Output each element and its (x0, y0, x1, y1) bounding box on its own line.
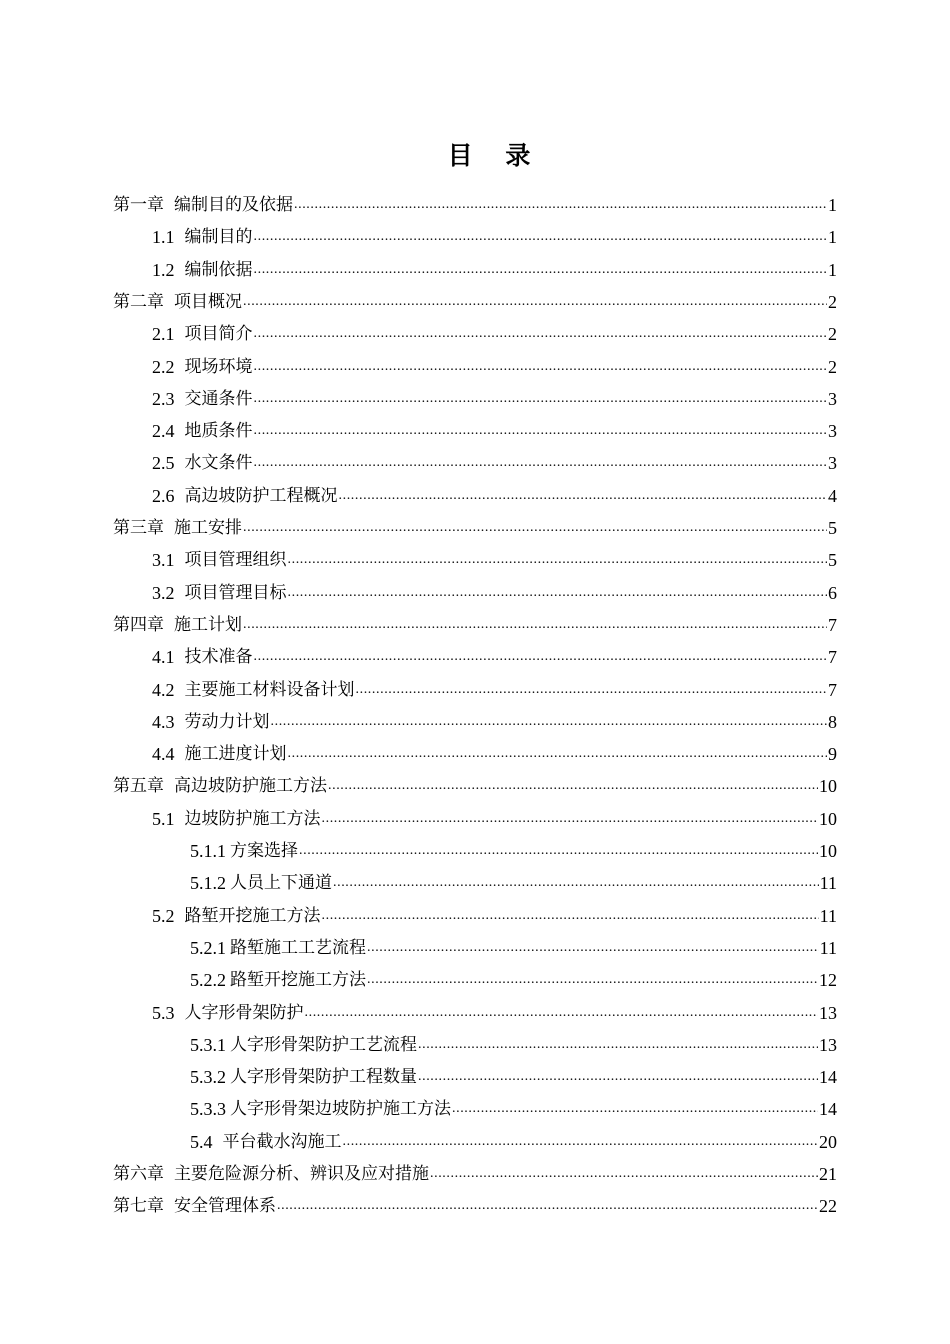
toc-entry-title: 高边坡防护工程概况 (184, 485, 338, 506)
toc-entry[interactable] (190, 1056, 837, 1088)
toc-entry[interactable] (152, 572, 837, 604)
dot-leader (322, 905, 819, 927)
toc-entry-title: 路堑开挖施工方法 (230, 970, 366, 991)
dot-leader (254, 388, 828, 410)
toc-entry[interactable] (190, 862, 837, 894)
toc-entry[interactable] (152, 346, 837, 378)
dot-leader (418, 1034, 818, 1056)
toc-entry-number: 1.1 (152, 227, 175, 248)
toc-entry-number: 5.2.2 (190, 970, 226, 991)
dot-leader (254, 356, 828, 378)
toc-entry-page: 3 (828, 388, 837, 409)
toc-entry-page: 13 (819, 1034, 837, 1055)
toc-entry-number: 第四章 (113, 614, 164, 635)
toc-entry-title: 边坡防护施工方法 (184, 808, 321, 829)
toc-entry-number: 3.1 (152, 550, 175, 571)
toc-entry[interactable] (152, 410, 837, 442)
toc-entry[interactable] (113, 184, 837, 216)
dot-leader (299, 840, 818, 862)
toc-entry-page: 1 (828, 227, 837, 248)
toc-entry-title: 项目概况 (174, 291, 242, 312)
toc-entry-number: 5.1.2 (190, 873, 226, 894)
toc-entry-title: 项目管理组织 (184, 550, 287, 571)
toc-entry-title: 劳动力计划 (184, 711, 270, 732)
toc-entry-page: 10 (819, 808, 837, 829)
toc-entry[interactable] (152, 733, 837, 765)
toc-entry-page: 6 (828, 582, 837, 603)
dot-leader (254, 323, 828, 345)
dot-leader (277, 1195, 818, 1217)
toc-entry-number: 5.3.3 (190, 1099, 226, 1120)
toc-entry-title: 人字形骨架防护工程数量 (230, 1067, 417, 1088)
toc-entry[interactable] (152, 249, 837, 281)
toc-entry-title: 安全管理体系 (174, 1196, 276, 1217)
toc-entry-title: 高边坡防护施工方法 (174, 776, 327, 797)
toc-entry-number: 2.2 (152, 356, 175, 377)
toc-entry-number: 第三章 (113, 518, 164, 538)
toc-entry[interactable] (190, 959, 837, 991)
dot-leader (254, 452, 828, 474)
toc-entry-page: 4 (828, 485, 837, 506)
toc-entry[interactable] (152, 442, 837, 474)
toc-entry-title: 编制目的 (184, 227, 253, 248)
toc-entry-title: 技术准备 (184, 647, 253, 668)
toc-entry-title: 现场环境 (184, 356, 253, 377)
dot-leader (254, 646, 828, 668)
toc-entry[interactable] (113, 507, 837, 539)
toc-entry-title: 主要施工材料设备计划 (184, 679, 355, 700)
dot-leader (430, 1163, 818, 1185)
toc-entry-number: 2.4 (152, 421, 175, 442)
toc-entry-number: 5.2 (152, 905, 175, 926)
toc-entry-page: 7 (828, 679, 837, 700)
toc-entry-number: 5.3.1 (190, 1034, 226, 1055)
dot-leader (356, 679, 828, 701)
dot-leader (339, 485, 828, 507)
toc-entry[interactable] (152, 475, 837, 507)
dot-leader (333, 872, 819, 894)
toc-entry-number: 2.5 (152, 453, 175, 474)
toc-entry[interactable] (152, 992, 837, 1024)
toc-entry[interactable] (152, 216, 837, 248)
toc-entry-number: 5.3 (152, 1002, 175, 1023)
toc-entry-page: 11 (819, 873, 837, 894)
dot-leader (271, 711, 828, 733)
dot-leader (418, 1066, 818, 1088)
toc-entry[interactable] (152, 378, 837, 410)
toc-entry[interactable] (113, 765, 837, 797)
toc-entry-page: 21 (819, 1164, 837, 1184)
toc-entry[interactable] (152, 313, 837, 345)
toc-entry[interactable] (190, 830, 837, 862)
dot-leader (288, 743, 828, 765)
toc-entry-number: 5.3.2 (190, 1067, 226, 1088)
toc-entry-page: 5 (828, 550, 837, 571)
toc-entry-title: 编制依据 (184, 259, 253, 280)
toc-entry-page: 3 (828, 453, 837, 474)
toc-entry[interactable] (152, 798, 837, 830)
toc-entry-page: 11 (819, 937, 837, 958)
toc-entry-page: 22 (819, 1196, 837, 1217)
toc-entry-page: 13 (819, 1002, 837, 1023)
toc-entry-page: 10 (819, 776, 837, 797)
toc-title: 目 录 (447, 141, 543, 170)
toc-entry-title: 平台截水沟施工 (222, 1131, 342, 1152)
toc-entry[interactable] (152, 701, 837, 733)
toc-entry-number: 1.2 (152, 259, 175, 280)
toc-entry-title: 编制目的及依据 (174, 195, 293, 215)
toc-entry[interactable] (152, 669, 837, 701)
toc-entry-title: 人字形骨架防护工艺流程 (230, 1034, 417, 1055)
toc-entry-page: 9 (828, 744, 837, 765)
dot-leader (243, 291, 827, 313)
toc-entry-page: 1 (828, 259, 837, 280)
toc-entry-number: 2.6 (152, 485, 175, 506)
dot-leader (254, 259, 828, 281)
toc-entry-page: 5 (828, 518, 837, 538)
toc-entry[interactable] (152, 539, 837, 571)
toc-entry-page: 2 (828, 356, 837, 377)
toc-entry-title: 交通条件 (184, 388, 253, 409)
toc-entry-number: 2.3 (152, 388, 175, 409)
toc-entry[interactable] (113, 281, 837, 313)
toc-entry-number: 4.4 (152, 744, 175, 765)
toc-entry-number: 4.3 (152, 711, 175, 732)
dot-leader (322, 808, 819, 830)
dot-leader (243, 517, 827, 539)
dot-leader (243, 614, 827, 636)
toc-entry-title: 主要危险源分析、辨识及应对措施 (174, 1164, 429, 1184)
toc-entry-title: 项目管理目标 (184, 582, 287, 603)
toc-entry-title: 人员上下通道 (230, 873, 332, 894)
dot-leader (288, 549, 828, 571)
toc-entry[interactable] (190, 1121, 837, 1153)
toc-entry[interactable] (190, 927, 837, 959)
toc-entry-number: 第五章 (113, 776, 164, 797)
toc-entry[interactable] (113, 1153, 837, 1185)
toc-entry-number: 第一章 (113, 195, 164, 215)
toc-entry[interactable] (113, 1185, 837, 1217)
dot-leader (452, 1098, 818, 1120)
dot-leader (367, 937, 819, 959)
toc-entry[interactable] (190, 1024, 837, 1056)
toc-entry-page: 1 (828, 195, 837, 215)
toc-entry-title: 路堑开挖施工方法 (184, 905, 321, 926)
toc-entry-number: 3.2 (152, 582, 175, 603)
dot-leader (254, 226, 828, 248)
toc-entry-title: 施工计划 (174, 614, 242, 635)
toc-entry-page: 2 (828, 291, 837, 312)
toc-entry-number: 5.4 (190, 1131, 213, 1152)
toc-entry-page: 10 (819, 841, 837, 861)
toc-entry-number: 4.1 (152, 647, 175, 668)
toc-entry-number: 5.1.1 (190, 841, 226, 861)
toc-entry-title: 方案选择 (230, 841, 298, 861)
toc-entry-page: 20 (819, 1131, 837, 1152)
toc-entry[interactable] (190, 1088, 837, 1120)
dot-leader (328, 775, 818, 797)
toc-entry-page: 14 (819, 1099, 837, 1120)
toc-entry-title: 项目简介 (184, 324, 253, 345)
toc-entry-page: 2 (828, 324, 837, 345)
toc-entry[interactable] (152, 895, 837, 927)
toc-entry-title: 施工安排 (174, 518, 242, 538)
toc-entry-number: 第二章 (113, 291, 164, 312)
toc-entry-title: 人字形骨架防护 (184, 1002, 304, 1023)
toc-entry-title: 人字形骨架边坡防护施工方法 (230, 1099, 451, 1120)
toc-entry-page: 7 (828, 614, 837, 635)
toc-entry-title: 路堑施工工艺流程 (230, 937, 366, 958)
toc-entry-page: 7 (828, 647, 837, 668)
dot-leader (367, 969, 818, 991)
dot-leader (254, 420, 828, 442)
toc-entry[interactable] (152, 636, 837, 668)
toc-entry[interactable] (113, 604, 837, 636)
toc-entry-number: 2.1 (152, 324, 175, 345)
toc-entry-page: 8 (828, 711, 837, 732)
dot-leader (305, 1002, 819, 1024)
dot-leader (288, 582, 828, 604)
toc-entry-number: 5.1 (152, 808, 175, 829)
toc-entry-number: 第六章 (113, 1164, 164, 1184)
toc-entry-number: 4.2 (152, 679, 175, 700)
toc-entry-page: 12 (819, 970, 837, 991)
toc-entry-title: 水文条件 (184, 453, 253, 474)
toc-entry-page: 11 (819, 905, 837, 926)
toc-entry-title: 地质条件 (184, 421, 253, 442)
dot-leader (343, 1131, 819, 1153)
toc-entry-number: 第七章 (113, 1196, 164, 1217)
toc-entry-number: 5.2.1 (190, 937, 226, 958)
toc-entry-page: 14 (819, 1067, 837, 1088)
toc-entry-page: 3 (828, 421, 837, 442)
dot-leader (294, 194, 827, 216)
toc-entry-title: 施工进度计划 (184, 744, 287, 765)
